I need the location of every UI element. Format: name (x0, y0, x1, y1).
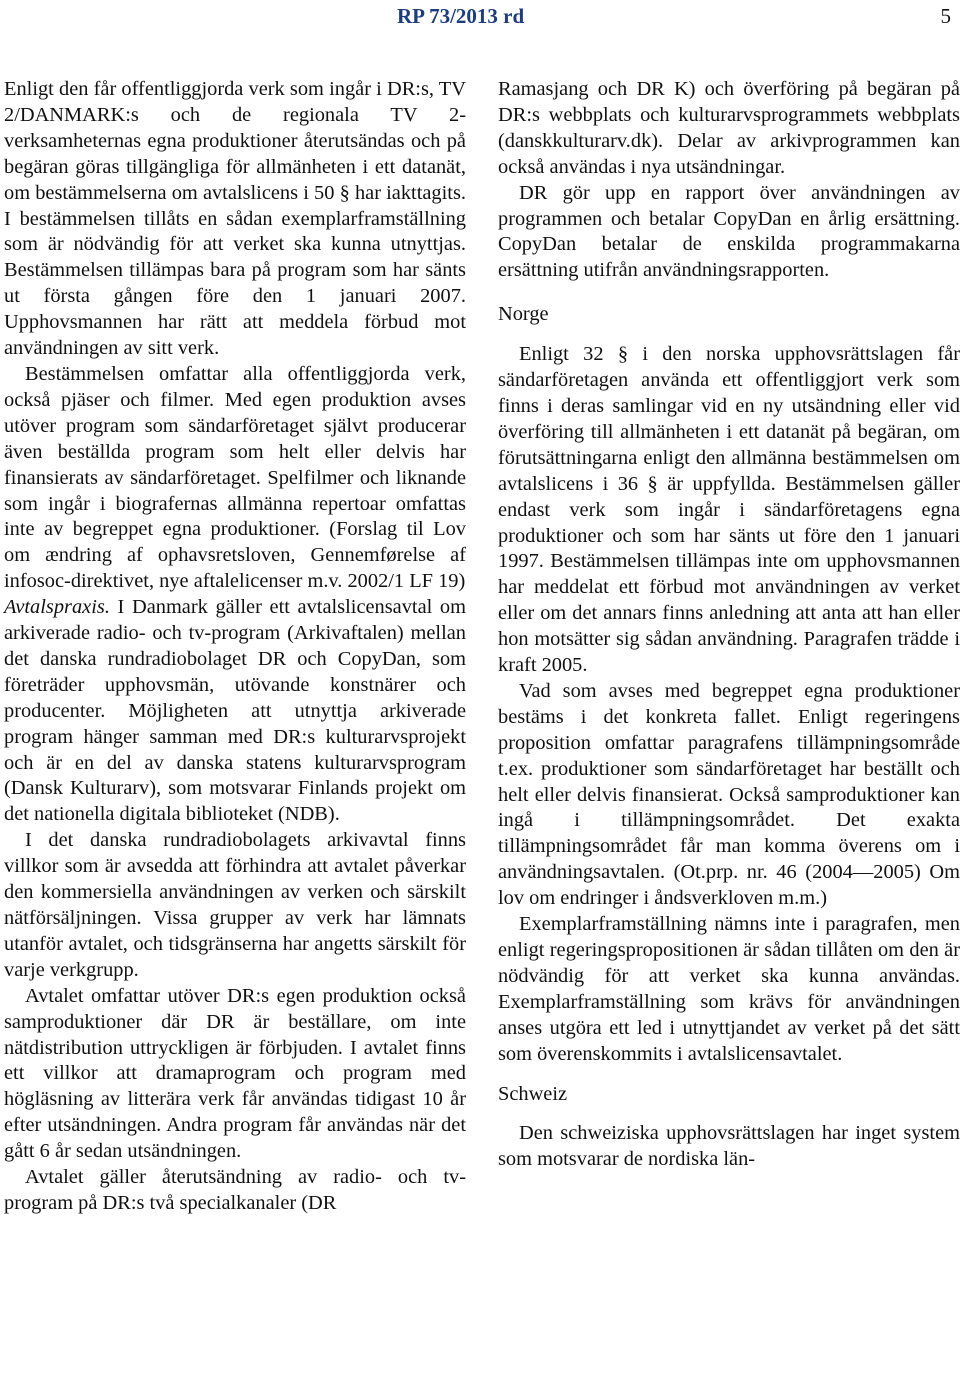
paragraph: Enligt den får offentliggjorda verk som ingår i DR:s, TV 2/DANMARK:s och de regionala TV 2-verksamheternas egna produktioner återutsändas och på begäran göras tillgängliga för allmänheten i ett datanät, om bestämmelserna om avtalslicens i 50 § har iakttagits. I bestämmelsen tillåts en sådan exemplarframställning som är nödvändig för att verket ska kunna utnyttjas. Bestämmelsen tillämpas bara på program som har sänts ut första gången före den 1 januari 2007. Upphovsmannen har rätt att meddela förbud mot användningen av sitt verk. (4, 78, 466, 360)
paragraph: Vad som avses med begreppet egna produktioner bestäms i det konkreta fallet. Enligt regeringens proposition omfattar paragrafens tillämpningsområde t.ex. produktioner som sändarföretaget har beställt och helt eller delvis finansierat. Också samproduktioner kan ingå i tillämpningsområdet. Det exakta tillämpningsområdet får man komma överens om i användningsavtalen. (Ot.prp. nr. 46 (2004—2005) Om lov om endringer i åndsverkloven m.m.) (498, 679, 960, 910)
paragraph: Enligt 32 § i den norska upphovsrättslagen får sändarföretagen använda ett offentliggjort verk som finns i deras samlingar vid en ny utsändning eller vid överföring till allmänheten i ett datanät på begäran, om förutsättningarna enligt den allmänna bestämmelsen om avtalslicens i 36 § är uppfyllda. Bestämmelsen gäller endast verk som ingår i sändarföretagens egna produktioner och som har sänts ut före den 1 januari 1997. Bestämmelsen tillämpas inte om upphovsmannen har meddelat ett förbud mot användningen av verket eller om det annars finns anledning att anta att han eller hon motsätter sig sådan användning. Paragrafen trädde i kraft 2005. (498, 343, 960, 677)
paragraph: Exemplarframställning nämns inte i paragrafen, men enligt regeringspropositionen är sådan tillåten om den är nödvändig för att verket ska kunna användas. Exemplarframställning som krävs för användningen anses utgöra ett led i utnyttjandet av verket på det sätt som överenskommits i avtalslicensavtalet. (498, 913, 960, 1065)
page-header (0, 2, 960, 30)
paragraph: Avtalet omfattar utöver DR:s egen produktion också samproduktioner där DR är beställare, om inte nätdistribution uttryckligen är förbjuden. I avtalet finns ett villkor att dramaprogram och program med högläsning av litterära verk får användas tidigast 10 år efter utsändningen. Andra program får användas när det gått 6 år sedan utsändningen. (4, 984, 466, 1163)
paragraph: Bestämmelsen omfattar alla offentliggjorda verk, också pjäser och filmer. Med egen produktion avses utöver program som sändarföretaget självt producerar även beställda program som helt eller delvis har finansierats av sändarföretaget. Spelfilmer och liknande som ingår i biografernas allmänna repertoar omfattas inte av begreppet egna produktioner. (Forslag til Lov om ændring af ophavsretsloven, Gennemførelse af infosoc-direktivet, nye aftalelicenser m.v. 2002/1 LF 19) (4, 362, 466, 593)
paragraph: Avtalet gäller återutsändning av radio- och tv-program på DR:s två specialkanaler (DR (4, 1166, 466, 1214)
paragraph: DR gör upp en rapport över användningen av programmen och betalar CopyDan en årlig ersättning. CopyDan betalar de enskilda programmakarna ersättning utifrån användningsrapporten. (498, 181, 960, 282)
paragraph: Den schweiziska upphovsrättslagen har inget system som motsvarar de nordiska län- (498, 1122, 960, 1171)
left-column (4, 77, 466, 1217)
run-in-heading: Avtalspraxis. (4, 596, 110, 619)
paragraph: Ramasjang och DR K) och överföring på begäran på DR:s webbplats och kulturarvsprogrammets webbplats (danskkulturarv.dk). Delar av arkivprogrammen kan också användas i nya utsändningar. (498, 78, 960, 178)
paragraph-text: I Danmark gäller ett avtalslicensavtal om arkiverade radio- och tv-program (Arkivaftalen) mellan det danska rundradiobolaget DR och CopyDan, som företräder upphovsmän, utövande konstnärer och producenter. Möjligheten att utnyttja arkiverade program hänger samman med DR:s kulturarvsprojekt och är en del av danska statens kulturarvsprogram (Dansk Kulturarv), som motsvarar Finlands projekt om det nationella digitala biblioteket (NDB). (4, 596, 466, 826)
section-heading-norge: Norge (498, 303, 549, 326)
document-id: RP 73/2013 rd (397, 4, 525, 28)
paragraph: I det danska rundradiobolagets arkivavtal finns villkor som är avsedda att förhindra att avtalet påverkar den kommersiella användningen av verken och särskilt nätförsäljningen. Vissa grupper av verk har lämnats utanför avtalet, och tidsgränserna har angetts särskilt för varje verkgrupp. (4, 829, 466, 981)
section-heading-schweiz: Schweiz (498, 1082, 568, 1105)
paragraph (4, 595, 466, 828)
right-column (498, 77, 960, 1173)
page-number: 5 (940, 4, 951, 28)
